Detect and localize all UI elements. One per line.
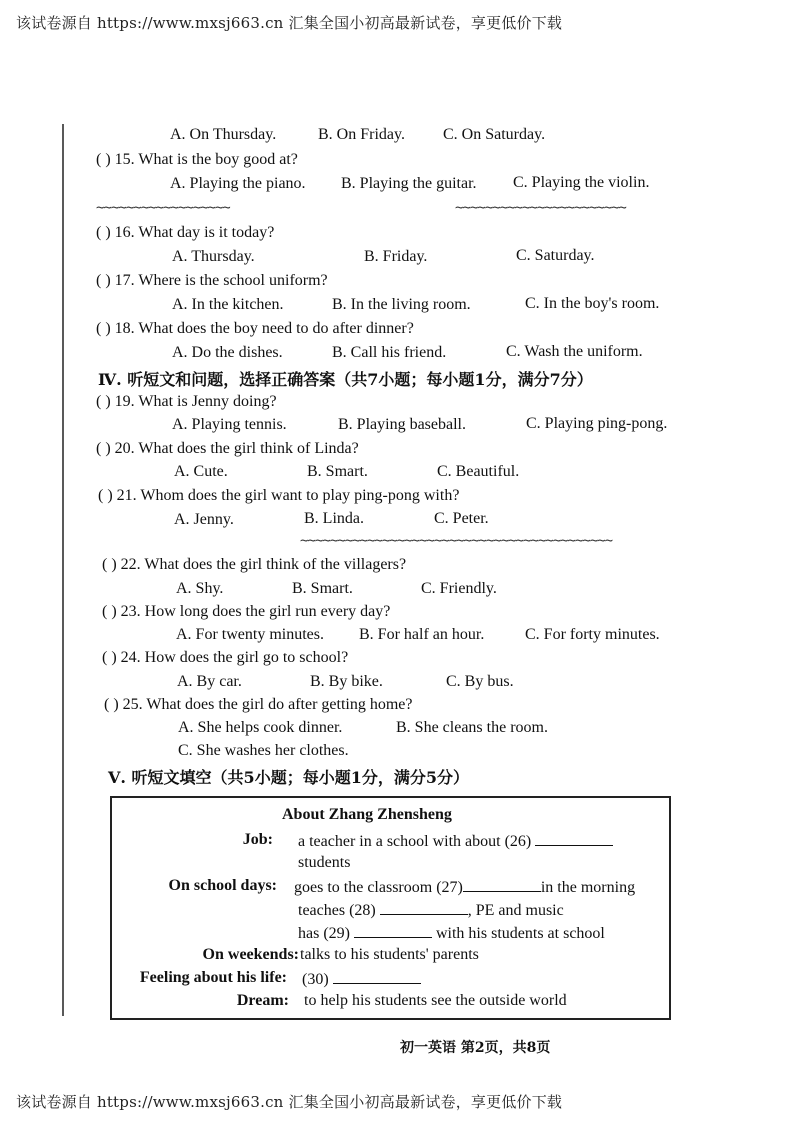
q14-option-c: C. On Saturday. — [443, 126, 546, 143]
q20-option-a: A. Cute. — [174, 463, 228, 480]
school-days-line3 — [298, 923, 605, 943]
weekends-label: On weekends: — [202, 946, 299, 963]
job-label: Job: — [242, 831, 273, 848]
q23-option-a: A. For twenty minutes. — [176, 626, 324, 643]
q16-option-b: B. Friday. — [364, 248, 428, 265]
question-19: ( ) 19. What is Jenny doing? — [96, 393, 277, 410]
q25-option-b: B. She cleans the room. — [396, 719, 548, 736]
question-17: ( ) 17. Where is the school uniform? — [96, 272, 328, 289]
box-title: About Zhang Zhensheng — [282, 806, 452, 823]
q19-option-b: B. Playing baseball. — [338, 416, 466, 433]
blank-29[interactable] — [354, 923, 432, 938]
q17-option-b: B. In the living room. — [332, 296, 471, 313]
question-25: ( ) 25. What does the girl do after getting home? — [104, 696, 413, 713]
blank-27[interactable] — [463, 877, 541, 892]
q15-option-a: A. Playing the piano. — [170, 175, 306, 192]
wavy-divider: ~~~~~~~~~~~~~~~~~~~~~~~~~~~~~~~~~~~~~~~~~~ — [300, 533, 613, 549]
feeling-text — [302, 969, 421, 989]
q15-option-c: C. Playing the violin. — [513, 174, 650, 191]
question-23: ( ) 23. How long does the girl run every day? — [102, 603, 391, 620]
source-banner-top[interactable]: 该试卷源自 https://www.mxsj663.cn 汇集全国小初高最新试卷，享更低价下载 — [16, 14, 563, 32]
page-footer: 初一英语 第2页，共8页 — [400, 1040, 551, 1056]
q24-option-a: A. By car. — [177, 673, 242, 690]
question-16: ( ) 16. What day is it today? — [96, 224, 275, 241]
q25-option-a: A. She helps cook dinner. — [178, 719, 343, 736]
school-text-3a: has (29) — [298, 925, 350, 942]
section-4-title: Ⅳ. 听短文和问题，选择正确答案（共7小题；每小题1分，满分7分） — [98, 370, 593, 389]
section-5-title: Ⅴ. 听短文填空（共5小题；每小题1分，满分5分） — [108, 768, 469, 787]
question-15: ( ) 15. What is the boy good at? — [96, 151, 298, 168]
q24-option-b: B. By bike. — [310, 673, 383, 690]
question-24: ( ) 24. How does the girl go to school? — [102, 649, 349, 666]
q18-option-c: C. Wash the uniform. — [506, 343, 643, 360]
q17-option-c: C. In the boy's room. — [525, 295, 660, 312]
school-text-2b: , PE and music — [467, 902, 564, 919]
q21-option-a: A. Jenny. — [174, 511, 234, 528]
q19-option-c: C. Playing ping-pong. — [526, 415, 668, 432]
question-22: ( ) 22. What does the girl think of the villagers? — [102, 556, 407, 573]
q16-option-c: C. Saturday. — [516, 247, 595, 264]
q19-option-a: A. Playing tennis. — [172, 416, 287, 433]
q22-option-b: B. Smart. — [292, 580, 353, 597]
question-21: ( ) 21. Whom does the girl want to play ping-pong with? — [98, 487, 460, 504]
question-20: ( ) 20. What does the girl think of Linda? — [96, 440, 359, 457]
fill-in-box — [110, 796, 671, 1020]
feeling-text-num: (30) — [302, 971, 329, 988]
wavy-divider: ~~~~~~~~~~~~~~~~~~~~~~~ — [455, 200, 626, 216]
q20-option-b: B. Smart. — [307, 463, 368, 480]
school-text-3b: with his students at school — [435, 925, 605, 942]
question-18: ( ) 18. What does the boy need to do after dinner? — [96, 320, 414, 337]
margin-line — [62, 124, 64, 1016]
q24-option-c: C. By bus. — [446, 673, 514, 690]
q22-option-c: C. Friendly. — [421, 580, 497, 597]
q22-option-a: A. Shy. — [176, 580, 224, 597]
q21-option-c: C. Peter. — [434, 510, 489, 527]
job-text — [298, 831, 613, 851]
q18-option-b: B. Call his friend. — [332, 344, 447, 361]
q16-option-a: A. Thursday. — [172, 248, 255, 265]
q23-option-c: C. For forty minutes. — [525, 626, 660, 643]
blank-26[interactable] — [535, 831, 613, 846]
weekends-text: talks to his students' parents — [300, 946, 479, 963]
q18-option-a: A. Do the dishes. — [172, 344, 283, 361]
q15-option-b: B. Playing the guitar. — [341, 175, 477, 192]
q23-option-b: B. For half an hour. — [359, 626, 485, 643]
school-days-line1 — [294, 877, 635, 897]
source-banner-bottom[interactable]: 该试卷源自 https://www.mxsj663.cn 汇集全国小初高最新试卷，享更低价下载 — [16, 1093, 563, 1111]
q17-option-a: A. In the kitchen. — [172, 296, 284, 313]
school-days-label: On school days: — [168, 877, 277, 894]
q14-option-a: A. On Thursday. — [170, 126, 277, 143]
school-text-1b: in the morning — [540, 879, 636, 896]
wavy-divider: ~~~~~~~~~~~~~~~~~~ — [96, 200, 230, 216]
dream-text: to help his students see the outside world — [304, 992, 567, 1009]
blank-30[interactable] — [333, 969, 421, 984]
school-days-line2 — [298, 900, 564, 920]
q14-option-b: B. On Friday. — [318, 126, 405, 143]
school-text-2a: teaches (28) — [298, 902, 376, 919]
job-text-line1: a teacher in a school with about (26) — [298, 833, 532, 850]
feeling-label: Feeling about his life: — [139, 969, 287, 986]
blank-28[interactable] — [380, 900, 468, 915]
job-text-line2: students — [298, 854, 351, 871]
q20-option-c: C. Beautiful. — [437, 463, 520, 480]
q25-option-c: C. She washes her clothes. — [178, 742, 349, 759]
dream-label: Dream: — [236, 992, 289, 1009]
q21-option-b: B. Linda. — [304, 510, 364, 527]
school-text-1a: goes to the classroom (27) — [294, 879, 463, 896]
